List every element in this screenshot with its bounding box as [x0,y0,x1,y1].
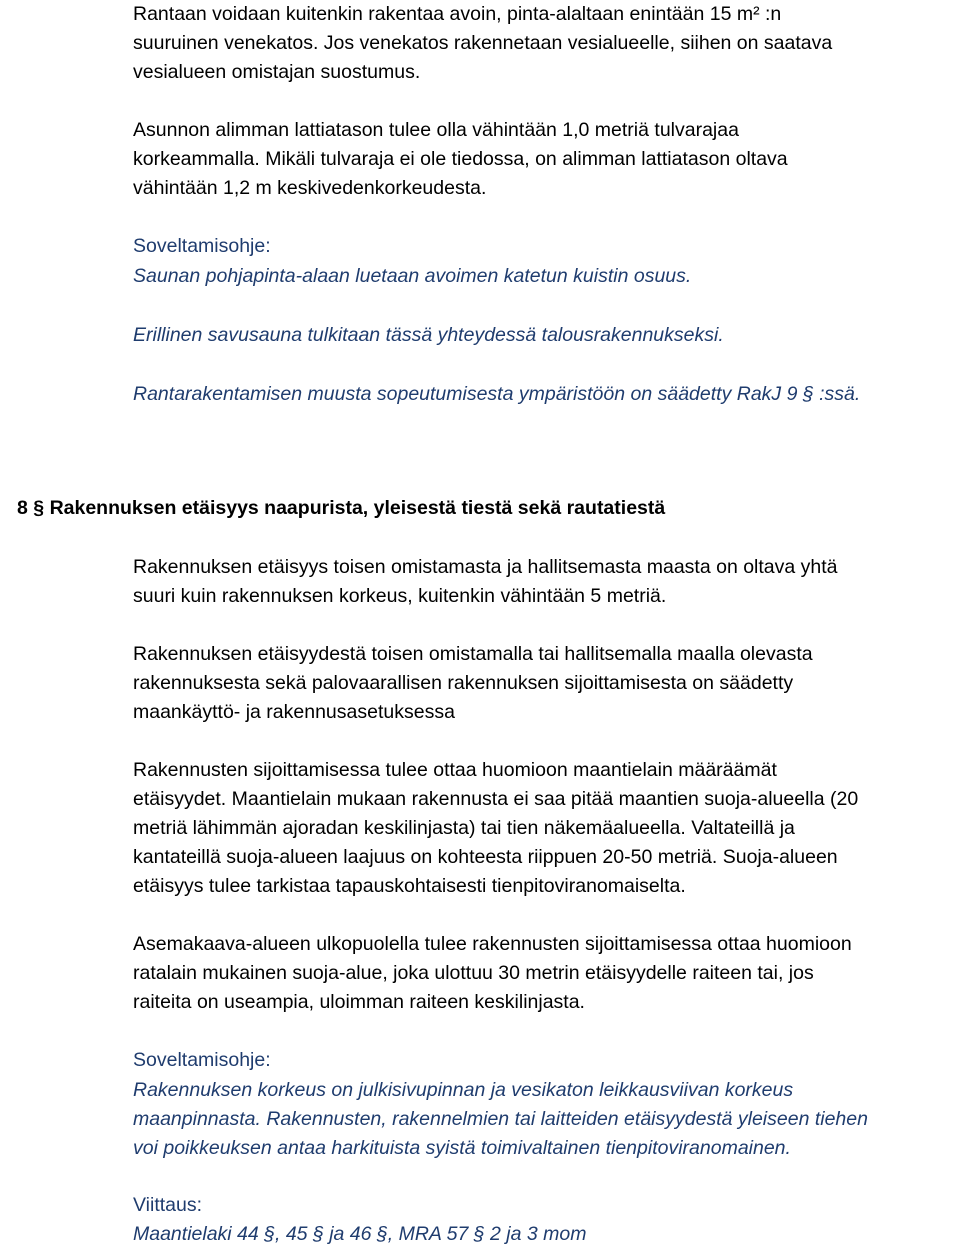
text-line: maankäyttö- ja rakennusasetuksessa [133,701,455,723]
reference-label-text: Viittaus: [133,1194,203,1216]
text-line: ratalain mukainen suoja-alue, joka ulottuu 30 metrin etäisyydelle raiteen tai, jos [133,962,814,984]
text-line: kantateillä suoja-alueen laajuus on kohteesta riippuen 20-50 metriä. Suoja-alueen [133,846,838,868]
note-line: Saunan pohjapinta-alaan luetaan avoimen katetun kuistin osuus. [133,265,692,287]
text-line: vähintään 1,2 m keskivedenkorkeudesta. [133,177,487,199]
text-line: etäisyys tulee tarkistaa tapauskohtaisesti tienpitoviranomaiselta. [133,875,686,897]
text-line: Rakennuksen etäisyys toisen omistamasta ja hallitsemasta maasta on oltava yhtä [133,556,838,578]
paragraph-fire-hazard [133,640,953,727]
paragraph-boathouse [133,0,953,87]
application-note-label [133,1046,953,1075]
text-line: Rantaan voidaan kuitenkin rakentaa avoin, pinta-alaltaan enintään 15 m² :n [133,3,782,25]
text-line: Asunnon alimman lattiatason tulee olla vähintään 1,0 metriä tulvarajaa [133,119,739,141]
section-title: Rakennuksen etäisyys naapurista, yleisestä tiestä sekä rautatiestä [49,497,666,519]
section-sign: § [33,497,45,519]
paragraph-floor-level [133,116,953,203]
text-line: suuruinen venekatos. Jos venekatos rakennetaan vesialueelle, siihen on saatava [133,32,833,54]
note-line: Erillinen savusauna tulkitaan tässä yhteydessä talousrakennukseksi. [133,324,724,346]
reference-line: Maantielaki 44 §, 45 § ja 46 §, MRA 57 § 2 ja 3 mom [133,1223,587,1245]
text-line: raiteita on useampia, uloimman raiteen keskilinjasta. [133,991,585,1013]
text-line: vesialueen omistajan suostumus. [133,61,421,83]
text-line: rakennuksesta sekä palovaarallisen rakennuksen sijoittamisesta on säädetty [133,672,794,694]
paragraph-distance-neighbour [133,553,953,611]
text-line: korkeammalla. Mikäli tulvaraja ei ole tiedossa, on alimman lattiatason oltava [133,148,788,170]
note-line: Rakennuksen korkeus on julkisivupinnan ja vesikaton leikkausviivan korkeus [133,1079,794,1101]
application-note-label [133,232,953,261]
application-note-sauna [133,262,953,291]
note-line: Rantarakentamisen muusta sopeutumisesta ympäristöön on säädetty RakJ 9 § :ssä. [133,383,861,405]
note-label: Soveltamisohje: [133,235,271,257]
text-line: suuri kuin rakennuksen korkeus, kuitenkin vähintään 5 metriä. [133,585,667,607]
reference-label [133,1191,953,1220]
text-line: etäisyydet. Maantielain mukaan rakennusta ei saa pitää maantien suoja-alueella (20 [133,788,859,810]
text-line: Asemakaava-alueen ulkopuolella tulee rakennusten sijoittamisessa ottaa huomioon [133,933,852,955]
paragraph-railway [133,930,953,1017]
section-number: 8 [17,497,28,519]
application-note-shore [133,380,953,409]
reference-text [133,1220,953,1249]
text-line: Rakennusten sijoittamisessa tulee ottaa huomioon maantielain määräämät [133,759,777,781]
application-note-height [133,1076,953,1163]
note-label: Soveltamisohje: [133,1049,271,1071]
application-note-smoke-sauna [133,321,953,350]
section-heading [17,494,947,523]
note-line: maanpinnasta. Rakennusten, rakennelmien tai laitteiden etäisyydestä yleiseen tiehen [133,1108,868,1130]
paragraph-road-distance [133,756,953,901]
text-line: metriä lähimmän ajoradan keskilinjasta) tai tien näkemäalueella. Valtateillä ja [133,817,795,839]
text-line: Rakennuksen etäisyydestä toisen omistamalla tai hallitsemalla maalla olevasta [133,643,813,665]
note-line: voi poikkeuksen antaa harkituista syistä toimivaltainen tienpitoviranomainen. [133,1137,791,1159]
